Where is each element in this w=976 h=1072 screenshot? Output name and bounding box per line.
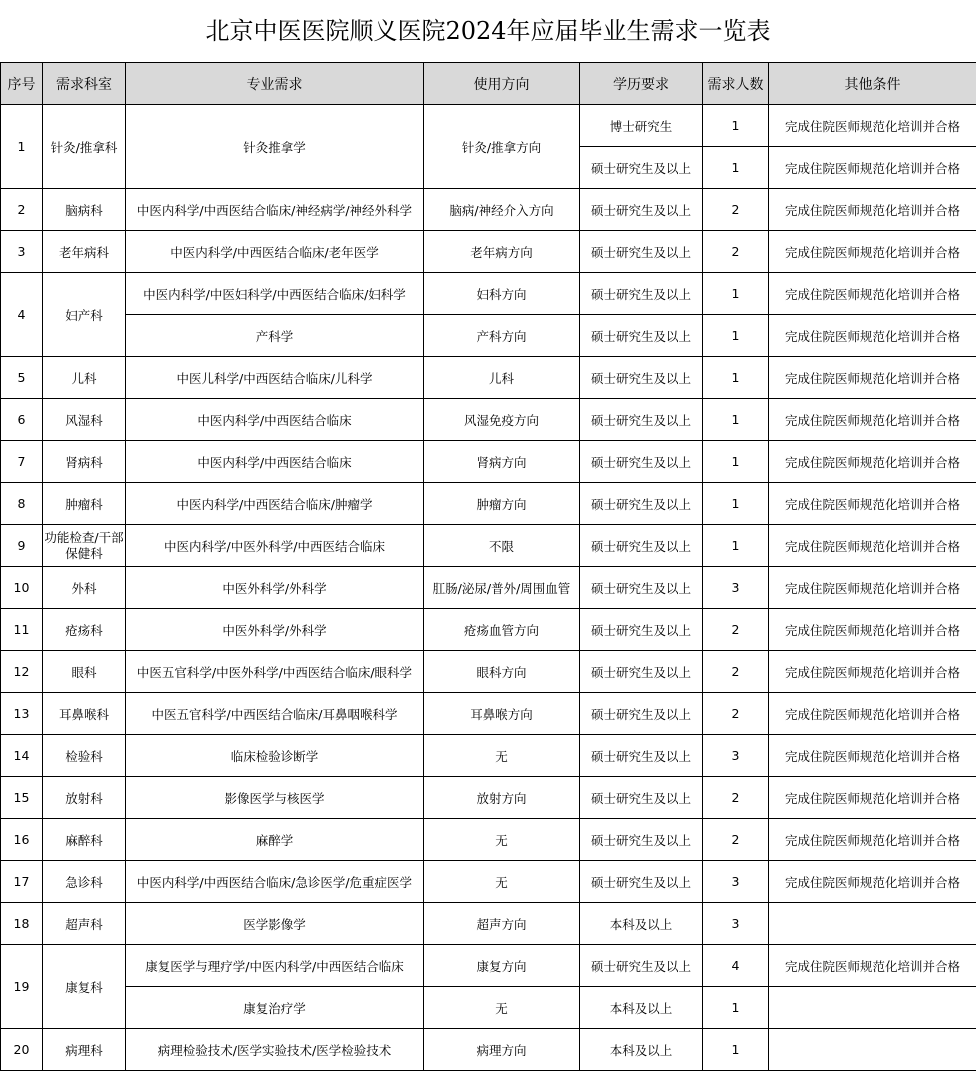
cell-major: 中医外科学/外科学 [126, 567, 424, 609]
header-education: 学历要求 [580, 63, 703, 105]
cell-education: 硕士研究生及以上 [580, 693, 703, 735]
header-dept: 需求科室 [43, 63, 126, 105]
cell-major: 康复医学与理疗学/中医内科学/中西医结合临床 [126, 945, 424, 987]
table-row [1, 315, 976, 357]
table-row [1, 945, 976, 987]
cell-major: 病理检验技术/医学实验技术/医学检验技术 [126, 1029, 424, 1071]
cell-direction: 产科方向 [424, 315, 580, 357]
cell-no: 8 [1, 483, 43, 525]
cell-education: 硕士研究生及以上 [580, 147, 703, 189]
cell-no: 11 [1, 609, 43, 651]
cell-no: 3 [1, 231, 43, 273]
cell-dept: 脑病科 [43, 189, 126, 231]
cell-direction: 妇科方向 [424, 273, 580, 315]
cell-dept: 肿瘤科 [43, 483, 126, 525]
cell-education: 硕士研究生及以上 [580, 567, 703, 609]
cell-other: 完成住院医师规范化培训并合格 [769, 819, 976, 861]
header-direction: 使用方向 [424, 63, 580, 105]
cell-count: 3 [703, 903, 769, 945]
cell-dept: 风湿科 [43, 399, 126, 441]
cell-no: 2 [1, 189, 43, 231]
cell-no: 7 [1, 441, 43, 483]
cell-count: 1 [703, 441, 769, 483]
table-row [1, 189, 976, 231]
table-row [1, 567, 976, 609]
cell-education: 本科及以上 [580, 903, 703, 945]
cell-dept: 检验科 [43, 735, 126, 777]
cell-other: 完成住院医师规范化培训并合格 [769, 483, 976, 525]
cell-dept: 儿科 [43, 357, 126, 399]
cell-direction: 风湿免疫方向 [424, 399, 580, 441]
cell-major: 中医内科学/中医妇科学/中西医结合临床/妇科学 [126, 273, 424, 315]
cell-other: 完成住院医师规范化培训并合格 [769, 441, 976, 483]
cell-education: 硕士研究生及以上 [580, 189, 703, 231]
cell-count: 1 [703, 273, 769, 315]
cell-other: 完成住院医师规范化培训并合格 [769, 651, 976, 693]
cell-dept: 针灸/推拿科 [43, 105, 126, 189]
table-row [1, 819, 976, 861]
cell-education: 硕士研究生及以上 [580, 735, 703, 777]
cell-education: 硕士研究生及以上 [580, 819, 703, 861]
table-row [1, 609, 976, 651]
table-row [1, 861, 976, 903]
cell-other: 完成住院医师规范化培训并合格 [769, 609, 976, 651]
header-major: 专业需求 [126, 63, 424, 105]
cell-other: 完成住院医师规范化培训并合格 [769, 567, 976, 609]
cell-education: 硕士研究生及以上 [580, 231, 703, 273]
cell-count: 1 [703, 525, 769, 567]
cell-major: 中医内科学/中西医结合临床/老年医学 [126, 231, 424, 273]
cell-other [769, 903, 976, 945]
cell-direction: 病理方向 [424, 1029, 580, 1071]
cell-count: 1 [703, 315, 769, 357]
cell-count: 2 [703, 231, 769, 273]
table-row [1, 693, 976, 735]
cell-no: 14 [1, 735, 43, 777]
cell-count: 3 [703, 861, 769, 903]
cell-other: 完成住院医师规范化培训并合格 [769, 525, 976, 567]
cell-dept: 放射科 [43, 777, 126, 819]
cell-dept: 肾病科 [43, 441, 126, 483]
cell-other [769, 987, 976, 1029]
cell-direction: 无 [424, 735, 580, 777]
cell-other: 完成住院医师规范化培训并合格 [769, 399, 976, 441]
table-row [1, 357, 976, 399]
cell-other: 完成住院医师规范化培训并合格 [769, 735, 976, 777]
cell-education: 硕士研究生及以上 [580, 357, 703, 399]
cell-no: 15 [1, 777, 43, 819]
cell-count: 1 [703, 483, 769, 525]
cell-other [769, 1029, 976, 1071]
cell-count: 2 [703, 819, 769, 861]
cell-direction: 针灸/推拿方向 [424, 105, 580, 189]
cell-no: 12 [1, 651, 43, 693]
cell-major: 针灸推拿学 [126, 105, 424, 189]
cell-count: 2 [703, 651, 769, 693]
cell-education: 硕士研究生及以上 [580, 861, 703, 903]
cell-count: 1 [703, 147, 769, 189]
cell-direction: 肿瘤方向 [424, 483, 580, 525]
cell-count: 1 [703, 1029, 769, 1071]
header-count: 需求人数 [703, 63, 769, 105]
table-row [1, 399, 976, 441]
cell-no: 17 [1, 861, 43, 903]
cell-education: 硕士研究生及以上 [580, 399, 703, 441]
cell-direction: 儿科 [424, 357, 580, 399]
cell-other: 完成住院医师规范化培训并合格 [769, 693, 976, 735]
cell-major: 中医内科学/中西医结合临床 [126, 399, 424, 441]
cell-no: 18 [1, 903, 43, 945]
cell-major: 中医儿科学/中西医结合临床/儿科学 [126, 357, 424, 399]
cell-dept: 康复科 [43, 945, 126, 1029]
cell-no: 10 [1, 567, 43, 609]
cell-no: 1 [1, 105, 43, 189]
cell-direction: 无 [424, 819, 580, 861]
table-row [1, 231, 976, 273]
cell-education: 硕士研究生及以上 [580, 651, 703, 693]
cell-direction: 耳鼻喉方向 [424, 693, 580, 735]
cell-other: 完成住院医师规范化培训并合格 [769, 231, 976, 273]
cell-no: 19 [1, 945, 43, 1029]
cell-direction: 无 [424, 861, 580, 903]
cell-other: 完成住院医师规范化培训并合格 [769, 357, 976, 399]
cell-major: 中医外科学/外科学 [126, 609, 424, 651]
cell-major: 中医内科学/中西医结合临床/急诊医学/危重症医学 [126, 861, 424, 903]
cell-count: 3 [703, 735, 769, 777]
table-row [1, 441, 976, 483]
cell-direction: 脑病/神经介入方向 [424, 189, 580, 231]
cell-education: 硕士研究生及以上 [580, 609, 703, 651]
cell-major: 中医内科学/中西医结合临床/神经病学/神经外科学 [126, 189, 424, 231]
cell-count: 2 [703, 693, 769, 735]
header-other: 其他条件 [769, 63, 976, 105]
cell-dept: 急诊科 [43, 861, 126, 903]
cell-education: 硕士研究生及以上 [580, 273, 703, 315]
cell-direction: 康复方向 [424, 945, 580, 987]
cell-no: 13 [1, 693, 43, 735]
cell-count: 3 [703, 567, 769, 609]
cell-count: 1 [703, 105, 769, 147]
table-row [1, 735, 976, 777]
cell-education: 本科及以上 [580, 1029, 703, 1071]
cell-education: 本科及以上 [580, 987, 703, 1029]
cell-direction: 无 [424, 987, 580, 1029]
cell-dept: 功能检查/干部保健科 [43, 525, 126, 567]
cell-count: 1 [703, 399, 769, 441]
cell-other: 完成住院医师规范化培训并合格 [769, 105, 976, 147]
cell-major: 影像医学与核医学 [126, 777, 424, 819]
table-row [1, 273, 976, 315]
cell-dept: 眼科 [43, 651, 126, 693]
table-row [1, 651, 976, 693]
cell-other: 完成住院医师规范化培训并合格 [769, 189, 976, 231]
cell-major: 产科学 [126, 315, 424, 357]
cell-count: 1 [703, 357, 769, 399]
cell-other: 完成住院医师规范化培训并合格 [769, 273, 976, 315]
cell-direction: 眼科方向 [424, 651, 580, 693]
table-row [1, 1029, 976, 1071]
cell-education: 硕士研究生及以上 [580, 483, 703, 525]
cell-major: 医学影像学 [126, 903, 424, 945]
cell-count: 4 [703, 945, 769, 987]
header-row [1, 63, 976, 105]
cell-dept: 超声科 [43, 903, 126, 945]
cell-dept: 妇产科 [43, 273, 126, 357]
cell-education: 硕士研究生及以上 [580, 777, 703, 819]
table-row [1, 483, 976, 525]
cell-education: 硕士研究生及以上 [580, 945, 703, 987]
cell-major: 康复治疗学 [126, 987, 424, 1029]
requirements-table [0, 62, 976, 1071]
cell-no: 5 [1, 357, 43, 399]
cell-count: 2 [703, 777, 769, 819]
cell-direction: 肛肠/泌尿/普外/周围血管 [424, 567, 580, 609]
cell-other: 完成住院医师规范化培训并合格 [769, 147, 976, 189]
cell-direction: 不限 [424, 525, 580, 567]
cell-education: 硕士研究生及以上 [580, 315, 703, 357]
cell-no: 16 [1, 819, 43, 861]
cell-no: 9 [1, 525, 43, 567]
cell-major: 临床检验诊断学 [126, 735, 424, 777]
cell-count: 1 [703, 987, 769, 1029]
cell-other: 完成住院医师规范化培训并合格 [769, 315, 976, 357]
table-row [1, 105, 976, 147]
cell-major: 中医内科学/中西医结合临床/肿瘤学 [126, 483, 424, 525]
cell-dept: 疮疡科 [43, 609, 126, 651]
cell-direction: 肾病方向 [424, 441, 580, 483]
cell-major: 中医内科学/中西医结合临床 [126, 441, 424, 483]
cell-dept: 外科 [43, 567, 126, 609]
cell-no: 6 [1, 399, 43, 441]
cell-education: 硕士研究生及以上 [580, 525, 703, 567]
cell-major: 麻醉学 [126, 819, 424, 861]
cell-direction: 老年病方向 [424, 231, 580, 273]
header-no: 序号 [1, 63, 43, 105]
cell-major: 中医五官科学/中医外科学/中西医结合临床/眼科学 [126, 651, 424, 693]
cell-other: 完成住院医师规范化培训并合格 [769, 861, 976, 903]
cell-direction: 放射方向 [424, 777, 580, 819]
cell-major: 中医内科学/中医外科学/中西医结合临床 [126, 525, 424, 567]
table-row [1, 903, 976, 945]
table-row [1, 525, 976, 567]
cell-major: 中医五官科学/中西医结合临床/耳鼻咽喉科学 [126, 693, 424, 735]
cell-education: 硕士研究生及以上 [580, 441, 703, 483]
cell-direction: 疮疡血管方向 [424, 609, 580, 651]
cell-direction: 超声方向 [424, 903, 580, 945]
cell-dept: 病理科 [43, 1029, 126, 1071]
cell-dept: 老年病科 [43, 231, 126, 273]
table-row [1, 987, 976, 1029]
cell-dept: 麻醉科 [43, 819, 126, 861]
cell-other: 完成住院医师规范化培训并合格 [769, 945, 976, 987]
cell-no: 4 [1, 273, 43, 357]
cell-education: 博士研究生 [580, 105, 703, 147]
cell-count: 2 [703, 189, 769, 231]
cell-no: 20 [1, 1029, 43, 1071]
cell-other: 完成住院医师规范化培训并合格 [769, 777, 976, 819]
cell-dept: 耳鼻喉科 [43, 693, 126, 735]
page-title: 北京中医医院顺义医院2024年应届毕业生需求一览表 [205, 17, 771, 45]
table-row [1, 777, 976, 819]
cell-count: 2 [703, 609, 769, 651]
